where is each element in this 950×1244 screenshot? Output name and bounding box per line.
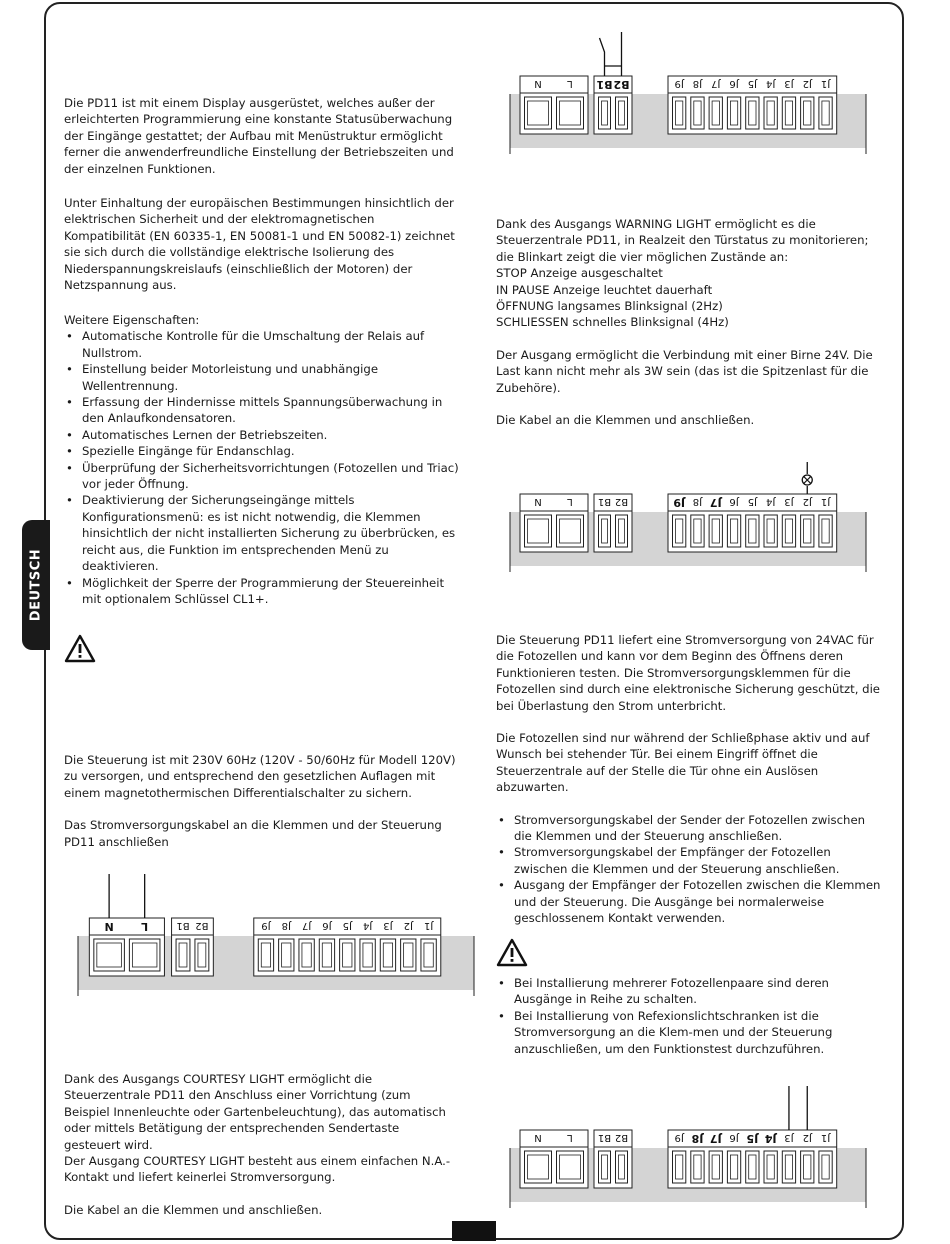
photocell-notes-list bbox=[496, 975, 881, 1057]
terminal-slot bbox=[746, 97, 759, 129]
terminal-slot bbox=[746, 1151, 759, 1183]
terminal-slot bbox=[727, 97, 740, 129]
terminal-label: L bbox=[141, 920, 149, 933]
terminal-label: J7 bbox=[711, 78, 721, 89]
terminal-slot bbox=[340, 939, 355, 971]
terminal-block-photocell bbox=[508, 1076, 868, 1216]
terminal-slot bbox=[599, 515, 611, 547]
terminal-slot bbox=[691, 515, 704, 547]
list-item: • Bei Installierung mehrerer Fotozellenpaare sind deren Ausgänge in Reihe zu schalten. bbox=[496, 975, 881, 1008]
terminal-label: B2 bbox=[613, 78, 630, 91]
terminal-slot bbox=[129, 939, 160, 971]
terminal-label: J7 bbox=[709, 496, 722, 509]
list-item: • Ausgang der Empfänger der Fotozellen zwischen die Klemmen und der Steuerung. Die Ausgänge bei normalerweise geschlossenem Kontakt verwenden. bbox=[496, 877, 881, 926]
terminal-slot bbox=[727, 1151, 740, 1183]
list-item: • Überprüfung der Sicherheitsvorrichtungen (Fotozellen und Triac) vor jeder Öffnung. bbox=[64, 460, 459, 493]
terminal-label: J7 bbox=[709, 1132, 722, 1145]
terminal-label: B1 bbox=[596, 78, 613, 91]
terminal-label: J3 bbox=[784, 1132, 794, 1143]
terminal-label: N bbox=[534, 78, 542, 89]
terminal-slot bbox=[360, 939, 375, 971]
power-instruction: Das Stromversorgungskabel an die Klemmen und der Steuerung PD11 anschließen bbox=[64, 818, 442, 849]
list-item: • Erfassung der Hindernisse mittels Spannungsüberwachung in den Anlaufkondensatoren. bbox=[64, 394, 459, 427]
terminal-slot bbox=[279, 939, 294, 971]
terminal-label: J9 bbox=[674, 1132, 684, 1143]
photocell-steps bbox=[496, 812, 881, 927]
features-title: Weitere Eigenschaften: bbox=[64, 313, 200, 327]
terminal-slot bbox=[819, 1151, 832, 1183]
terminal-block-aux bbox=[508, 30, 868, 162]
terminal-label: N bbox=[104, 920, 114, 933]
terminal-label: J8 bbox=[692, 78, 703, 89]
terminal-label: J5 bbox=[342, 920, 352, 931]
terminal-slot bbox=[599, 1151, 611, 1183]
terminal-block-power bbox=[76, 872, 476, 1004]
terminal-slot bbox=[525, 1151, 552, 1183]
terminal-label: J9 bbox=[261, 920, 271, 931]
terminal-label: N bbox=[534, 496, 542, 507]
terminal-label: L bbox=[567, 1132, 573, 1143]
terminal-label: J3 bbox=[784, 496, 794, 507]
warning-triangle-icon bbox=[496, 937, 528, 971]
terminal-slot bbox=[599, 97, 611, 129]
warning-light-paragraph: Dank des Ausgangs WARNING LIGHT ermöglicht es die Steuerzentrale PD11, in Realzeit den Türstatus zu monitorieren; die Blinkart zeigt die vier möglichen Zustände an: bbox=[496, 217, 869, 264]
terminal-slot bbox=[616, 1151, 628, 1183]
terminal-label: J3 bbox=[383, 920, 393, 931]
terminal-label: J1 bbox=[820, 78, 831, 89]
terminal-slot bbox=[782, 515, 795, 547]
photocell-closing: Die Fotozellen sind nur während der Schließphase aktiv und auf Wunsch bei stehender Tür. Bei einem Eingriff öffnet die Steuerzentrale auf der Stelle die Tür ohne ein Auslösen abzuwarten. bbox=[496, 731, 870, 795]
list-item: • Deaktivierung der Sicherungseingänge mittels Konfigurationsmenü: es ist nicht notwendig, die Klemmen hinsichtlich der nicht installierten Sicherung zu überbrücken, es reicht aus, die Funktion im entsprechenden Menü zu deaktivieren. bbox=[64, 492, 459, 574]
terminal-label: J4 bbox=[765, 496, 776, 507]
state-closing: SCHLIESSEN schnelles Blinksignal (4Hz) bbox=[496, 315, 729, 330]
terminal-label: J2 bbox=[403, 920, 413, 931]
terminal-label: J2 bbox=[802, 78, 812, 89]
terminal-slot bbox=[258, 939, 273, 971]
terminal-label: J1 bbox=[820, 496, 831, 507]
terminal-slot bbox=[673, 1151, 686, 1183]
terminal-label: J6 bbox=[322, 920, 332, 931]
terminal-slot bbox=[709, 515, 722, 547]
terminal-slot bbox=[691, 1151, 704, 1183]
warning-light-instruction: Die Kabel an die Klemmen und anschließen. bbox=[496, 413, 755, 428]
intro-paragraph: Die PD11 ist mit einem Display ausgerüstet, welches außer der erleichterten Programmierung eine konstante Statusüberwachung der Eingänge gestattet; der Aufbau mit Menüstruktur ermöglicht ferner die anwenderfreundliche Einstellung der Betriebszeiten und der einzelnen Funktionen. bbox=[64, 96, 454, 176]
photocell-notes bbox=[496, 975, 881, 1057]
courtesy-section bbox=[64, 1071, 459, 1218]
terminal-label: J4 bbox=[362, 920, 373, 931]
terminal-slot bbox=[746, 515, 759, 547]
terminal-label: B2 bbox=[614, 496, 629, 507]
state-stop: STOP Anzeige ausgeschaltet bbox=[496, 266, 663, 281]
list-item: • Bei Installierung von Refexionslichtschranken ist die Stromversorgung an die Klem-men und der Steuerung anzuschließen, um den Funktionstest durchzuführen. bbox=[496, 1008, 881, 1057]
terminal-label: J9 bbox=[674, 78, 684, 89]
terminal-label: J4 bbox=[764, 1132, 777, 1145]
terminal-label: J8 bbox=[692, 496, 703, 507]
terminal-slot bbox=[709, 97, 722, 129]
terminal-label: J1 bbox=[423, 920, 434, 931]
terminal-slot bbox=[782, 1151, 795, 1183]
state-opening: ÖFFNUNG langsames Blinksignal (2Hz) bbox=[496, 299, 723, 314]
terminal-label: B1 bbox=[597, 496, 612, 507]
terminal-label: J4 bbox=[765, 78, 776, 89]
courtesy-instruction: Die Kabel an die Klemmen und anschließen. bbox=[64, 1202, 323, 1217]
terminal-slot bbox=[557, 515, 584, 547]
safety-paragraph: Unter Einhaltung der europäischen Bestimmungen hinsichtlich der elektrischen Sicherheit und der elektromagnetischen Kompatibilität (EN 60335-1, EN 50081-1 und EN 50082-1) zeichnet sie sich durch die vollständige elektrische Isolierung des Niederspannungskreislaufs (einschließlich der Motoren) der Netzspannung aus. bbox=[64, 196, 455, 293]
terminal-slot bbox=[319, 939, 334, 971]
terminal-label: L bbox=[567, 496, 573, 507]
terminal-label: B1 bbox=[597, 1132, 612, 1143]
terminal-slot bbox=[801, 97, 814, 129]
terminal-slot bbox=[557, 1151, 584, 1183]
terminal-label: J6 bbox=[729, 496, 739, 507]
terminal-label: J2 bbox=[802, 1132, 812, 1143]
terminal-label: J9 bbox=[673, 496, 686, 509]
features-section bbox=[64, 312, 459, 607]
terminal-label: J5 bbox=[746, 1132, 759, 1145]
terminal-slot bbox=[380, 939, 395, 971]
list-item: • Einstellung beider Motorleistung und unabhängige Wellentrennung. bbox=[64, 361, 459, 394]
terminal-label: J5 bbox=[747, 496, 758, 507]
list-item: • Automatische Kontrolle für die Umschaltung der Relais auf Nullstrom. bbox=[64, 328, 459, 361]
list-item: • Stromversorgungskabel der Empfänger der Fotozellen zwischen die Klemmen und der Steuerung anschließen. bbox=[496, 844, 881, 877]
state-pause: IN PAUSE Anzeige leuchtet dauerhaft bbox=[496, 282, 713, 297]
terminal-label: L bbox=[567, 78, 573, 89]
terminal-slot bbox=[176, 939, 190, 971]
list-item: • Automatisches Lernen der Betriebszeiten. bbox=[64, 427, 459, 443]
page-number-tab bbox=[452, 1221, 496, 1241]
terminal-label: B2 bbox=[614, 1132, 629, 1143]
language-tab bbox=[22, 520, 50, 650]
terminal-slot bbox=[691, 97, 704, 129]
terminal-label: J2 bbox=[802, 496, 812, 507]
courtesy-paragraph: Dank des Ausgangs COURTESY LIGHT ermöglicht die Steuerzentrale PD11 den Anschluss einer Vorrichtung (zum Beispiel Innenleuchte oder Gartenbeleuchtung), das automatisch oder mittels Betätigung der entsprechenden Sendertaste gesteuert wird. bbox=[64, 1072, 446, 1152]
terminal-slot bbox=[801, 1151, 814, 1183]
terminal-slot bbox=[299, 939, 314, 971]
terminal-slot bbox=[782, 97, 795, 129]
language-tab-label: DEUTSCH bbox=[28, 548, 44, 622]
terminal-slot bbox=[525, 97, 552, 129]
terminal-slot bbox=[709, 1151, 722, 1183]
terminal-label: B2 bbox=[195, 920, 209, 931]
terminal-slot bbox=[195, 939, 209, 971]
terminal-label: J5 bbox=[747, 78, 758, 89]
power-section bbox=[64, 752, 459, 850]
terminal-slot bbox=[819, 515, 832, 547]
terminal-label: J7 bbox=[301, 920, 312, 931]
terminal-label: J1 bbox=[820, 1132, 831, 1143]
terminal-label: N bbox=[534, 1132, 542, 1143]
terminal-slot bbox=[421, 939, 436, 971]
terminal-slot bbox=[764, 1151, 777, 1183]
terminal-block-warning bbox=[508, 440, 868, 580]
warning-light-section bbox=[496, 216, 881, 428]
terminal-label: J8 bbox=[281, 920, 291, 931]
terminal-label: J3 bbox=[784, 78, 794, 89]
warning-light-load: Der Ausgang ermöglicht die Verbindung mit einer Birne 24V. Die Last kann nicht mehr als 3W sein (das ist die Spitzenlast für die Zubehöre). bbox=[496, 347, 873, 395]
terminal-label: J6 bbox=[729, 1132, 739, 1143]
safety-section bbox=[64, 195, 459, 293]
terminal-slot bbox=[94, 939, 125, 971]
terminal-slot bbox=[673, 97, 686, 129]
terminal-slot bbox=[764, 97, 777, 129]
power-paragraph: Die Steuerung ist mit 230V 60Hz (120V - 50/60Hz für Modell 120V) zu versorgen, und entsprechend den gesetzlichen Auflagen mit einem magnetothermischen Differentialschalter zu sichern. bbox=[64, 753, 456, 800]
terminal-label: B1 bbox=[176, 920, 190, 931]
terminal-label: J6 bbox=[729, 78, 739, 89]
terminal-slot bbox=[616, 515, 628, 547]
list-item: • Spezielle Eingänge für Endanschlag. bbox=[64, 443, 459, 459]
list-item: • Möglichkeit der Sperre der Programmierung der Steuereinheit mit optionalem Schlüssel CL1+. bbox=[64, 575, 459, 608]
photocell-paragraph: Die Steuerung PD11 liefert eine Stromversorgung von 24VAC für die Fotozellen und kann vor dem Beginn des Öffnens deren Funktionieren testen. Die Stromversorgungsklemmen für die Fotozellen sind durch eine elektronische Sicherung geschützt, die bei Überlastung den Strom unterbricht. bbox=[496, 633, 881, 713]
terminal-slot bbox=[727, 515, 740, 547]
terminal-slot bbox=[764, 515, 777, 547]
terminal-label: J8 bbox=[691, 1132, 704, 1145]
terminal-slot bbox=[525, 515, 552, 547]
photocell-section bbox=[496, 632, 881, 927]
terminal-slot bbox=[401, 939, 416, 971]
terminal-slot bbox=[616, 97, 628, 129]
list-item: • Stromversorgungskabel der Sender der Fotozellen zwischen die Klemmen und der Steuerung anschließen. bbox=[496, 812, 881, 845]
warning-triangle-icon bbox=[64, 633, 96, 667]
intro-section bbox=[64, 95, 459, 177]
terminal-slot bbox=[801, 515, 814, 547]
terminal-slot bbox=[557, 97, 584, 129]
terminal-slot bbox=[819, 97, 832, 129]
lamp-icon bbox=[802, 475, 812, 485]
switch-contact bbox=[600, 38, 605, 76]
courtesy-note: Der Ausgang COURTESY LIGHT besteht aus einem einfachen N.A.-Kontakt und liefert keinerlei Stromversorgung. bbox=[64, 1154, 451, 1185]
terminal-slot bbox=[673, 515, 686, 547]
features-list bbox=[64, 328, 459, 607]
